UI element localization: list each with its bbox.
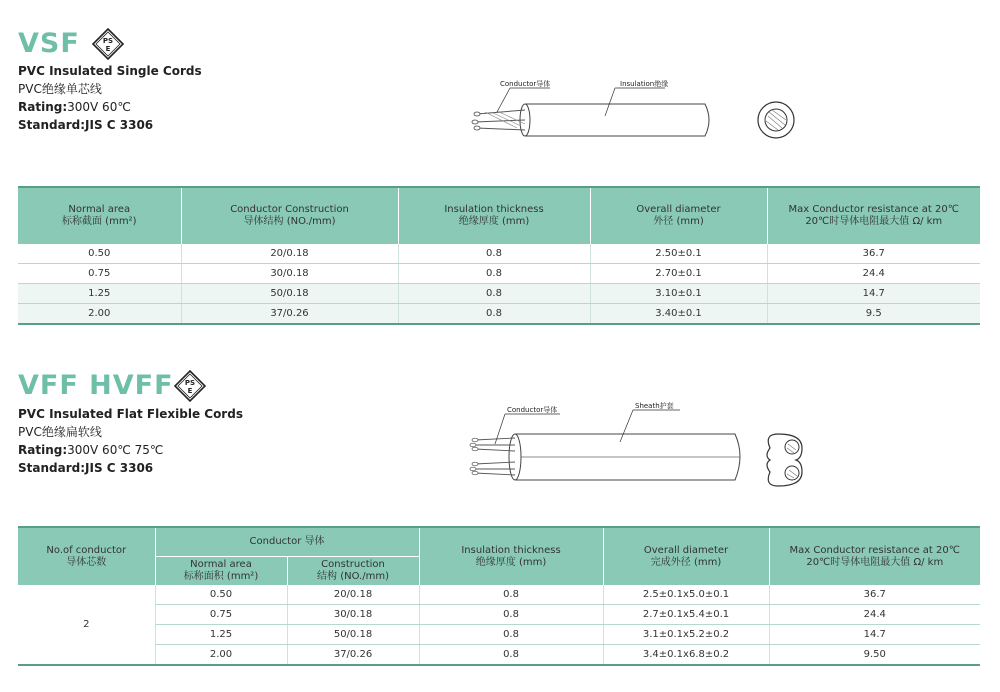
header-conductor-group: Conductor 导体 xyxy=(155,527,419,557)
pse-mark-top: PS xyxy=(102,37,114,45)
cell-insulation: 0.8 xyxy=(419,645,603,666)
rating-value: 300V 60℃ xyxy=(67,100,131,114)
header-overall-diameter: Overall diameter 外径 (mm) xyxy=(590,187,767,244)
section-title-vsf: VSF xyxy=(18,28,80,59)
standard: Standard:JIS C 3306 xyxy=(18,461,154,475)
header-conductor-construction: Conductor Construction 导体结构 (NO./mm) xyxy=(181,187,398,244)
cell-diameter: 3.10±0.1 xyxy=(590,284,767,304)
table-row xyxy=(18,264,980,284)
standard: Standard:JIS C 3306 xyxy=(18,118,154,132)
header-max-resistance: Max Conductor resistance at 20℃ 20℃时导体电阻最大值 Ω/ km xyxy=(769,527,980,585)
cell-insulation: 0.8 xyxy=(398,264,590,284)
cell-insulation: 0.8 xyxy=(419,605,603,625)
cell-diameter: 2.50±0.1 xyxy=(590,244,767,264)
cell-conductor-count: 2 xyxy=(83,619,90,630)
cell-construction: 37/0.26 xyxy=(287,645,419,666)
header-overall-diameter: Overall diameter 完成外径 (mm) xyxy=(603,527,769,585)
cell-insulation: 0.8 xyxy=(419,625,603,645)
diagram-label-insulation: Insulation绝缘 xyxy=(620,80,669,88)
cell-construction: 37/0.26 xyxy=(181,304,398,325)
single-cord-diagram xyxy=(455,70,815,150)
table-row xyxy=(18,625,980,645)
pse-mark-icon xyxy=(174,370,206,402)
table-row xyxy=(18,645,980,666)
table-row xyxy=(18,605,980,625)
header-max-resistance: Max Conductor resistance at 20℃ 20℃时导体电阻最大值 Ω/ km xyxy=(767,187,980,244)
header-construction: Construction 结构 (NO./mm) xyxy=(287,557,419,586)
product-name-en: PVC Insulated Single Cords xyxy=(18,64,202,78)
vsf-spec-table xyxy=(18,186,980,325)
header-normal-area: Normal area 标称截面 (mm²) xyxy=(18,187,181,244)
cell-resistance: 9.50 xyxy=(769,645,980,666)
pse-mark-top: PS xyxy=(184,379,196,387)
cell-resistance: 24.4 xyxy=(767,264,980,284)
table-row xyxy=(18,244,980,264)
cell-area: 0.50 xyxy=(18,244,181,264)
cell-construction: 30/0.18 xyxy=(181,264,398,284)
rating-value: 300V 60℃ 75℃ xyxy=(67,443,164,457)
cell-construction: 30/0.18 xyxy=(287,605,419,625)
rating xyxy=(18,98,131,116)
product-name-en: PVC Insulated Flat Flexible Cords xyxy=(18,407,243,421)
header-no-conductor: No.of conductor 导体芯数 xyxy=(18,527,155,585)
vsf-header-row xyxy=(18,187,980,244)
section-title-vff-hvff: VFF HVFF xyxy=(18,370,174,401)
pse-mark-icon xyxy=(92,28,124,60)
header-insulation-thickness: Insulation thickness 绝缘厚度 (mm) xyxy=(419,527,603,585)
cell-diameter: 3.4±0.1x6.8±0.2 xyxy=(603,645,769,666)
cell-construction: 50/0.18 xyxy=(181,284,398,304)
cell-construction: 20/0.18 xyxy=(181,244,398,264)
pse-mark-bottom: E xyxy=(187,387,193,395)
table-row xyxy=(18,304,980,325)
product-name-cn: PVC绝缘扁软线 xyxy=(18,425,102,439)
cell-resistance: 9.5 xyxy=(767,304,980,325)
cell-resistance: 36.7 xyxy=(767,244,980,264)
table-row xyxy=(18,284,980,304)
diagram-label-sheath: Sheath护套 xyxy=(635,402,674,410)
pse-mark-bottom: E xyxy=(105,45,111,53)
cell-diameter: 2.7±0.1x5.4±0.1 xyxy=(603,605,769,625)
cell-resistance: 24.4 xyxy=(769,605,980,625)
cell-insulation: 0.8 xyxy=(398,284,590,304)
diagram-label-conductor: Conductor导体 xyxy=(500,80,551,88)
cell-area: 2.00 xyxy=(18,304,181,325)
cell-resistance: 14.7 xyxy=(767,284,980,304)
cell-diameter: 3.40±0.1 xyxy=(590,304,767,325)
cell-construction: 50/0.18 xyxy=(287,625,419,645)
table-row xyxy=(18,585,980,605)
cell-insulation: 0.8 xyxy=(398,244,590,264)
vff-spec-table xyxy=(18,526,980,666)
product-name-cn: PVC绝缘单芯线 xyxy=(18,82,102,96)
cell-diameter: 2.5±0.1x5.0±0.1 xyxy=(603,585,769,605)
flat-cord-diagram xyxy=(455,398,825,493)
cell-insulation: 0.8 xyxy=(419,585,603,605)
rating-label: Rating: xyxy=(18,443,68,457)
diagram-label-conductor: Conductor导体 xyxy=(507,406,558,414)
cell-resistance: 14.7 xyxy=(769,625,980,645)
cell-area: 0.75 xyxy=(18,264,181,284)
cell-area: 0.50 xyxy=(155,585,287,605)
cell-area: 2.00 xyxy=(155,645,287,666)
header-normal-area: Normal area 标称面积 (mm²) xyxy=(155,557,287,586)
rating-label: Rating: xyxy=(18,100,68,114)
cell-area: 0.75 xyxy=(155,605,287,625)
rating xyxy=(18,441,163,459)
cell-diameter: 3.1±0.1x5.2±0.2 xyxy=(603,625,769,645)
cell-insulation: 0.8 xyxy=(398,304,590,325)
cell-construction: 20/0.18 xyxy=(287,585,419,605)
cell-diameter: 2.70±0.1 xyxy=(590,264,767,284)
cell-area: 1.25 xyxy=(155,625,287,645)
vff-header-row-1 xyxy=(18,527,980,557)
cell-area: 1.25 xyxy=(18,284,181,304)
cell-resistance: 36.7 xyxy=(769,585,980,605)
header-insulation-thickness: Insulation thickness 绝缘厚度 (mm) xyxy=(398,187,590,244)
